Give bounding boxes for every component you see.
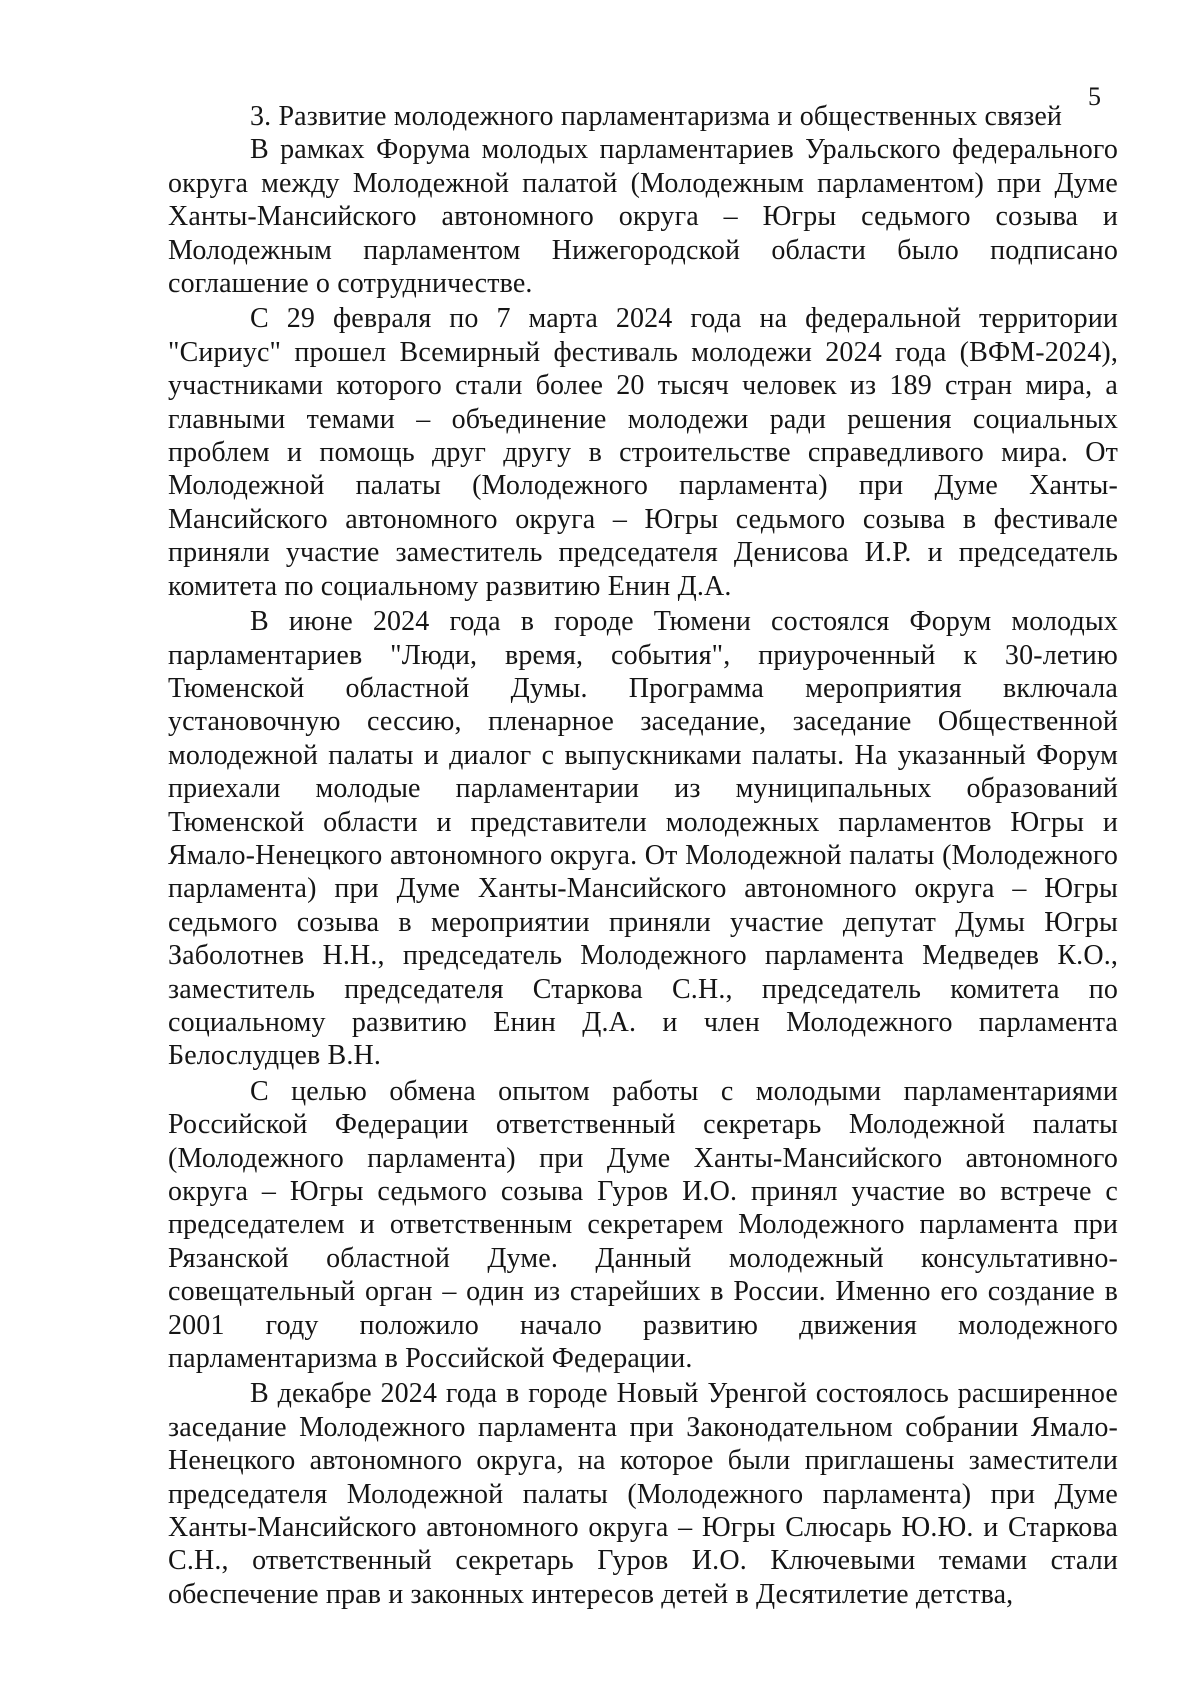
document-body — [168, 100, 1118, 1611]
paragraph-world-youth-festival: С 29 февраля по 7 марта 2024 года на федеральной территории "Сириус" прошел Всемирный фестиваль молодежи 2024 года (ВФМ-2024), участниками которого стали более 20 тысяч человек из 189 стран мира, а главными темами – объединение молодежи ради решения социальных проблем и помощь друг другу в строительстве справедливого мира. От Молодежной палаты (Молодежного парламента) при Думе Ханты-Мансийского автономного округа – Югры седьмого созыва в фестивале приняли участие заместитель председателя Денисова И.Р. и председатель комитета по социальному развитию Енин Д.А. — [168, 303, 1118, 602]
paragraph-novy-urengoy-session: В декабре 2024 года в городе Новый Уренгой состоялось расширенное заседание Молодежного парламента при Законодательном собрании Ямало-Ненецкого автономного округа, на которое были приглашены заместители председателя Молодежной палаты (Молодежного парламента) при Думе Ханты-Мансийского автономного округа – Югры Слюсарь Ю.Ю. и Старкова С.Н., ответственный секретарь Гуров И.О. Ключевыми темами стали обеспечение прав и законных интересов детей в Десятилетие детства, — [168, 1378, 1118, 1610]
page-number: 5 — [1088, 82, 1101, 111]
paragraph-ryazan-meeting: С целью обмена опытом работы с молодыми парламентариями Российской Федерации ответственный секретарь Молодежной палаты (Молодежного парламента) при Думе Ханты-Мансийского автономного округа – Югры седьмого созыва Гуров И.О. принял участие во встрече с председателем и ответственным секретарем Молодежного парламента при Рязанской областной Думе. Данный молодежный консультативно-совещательный орган – один из старейших в России. Именно его создание в 2001 году положило начало развитию движения молодежного парламентаризма в Российской Федерации. — [168, 1075, 1118, 1375]
section-heading: 3. Развитие молодежного парламентаризма и общественных связей — [250, 101, 1063, 132]
paragraph-agreement: В рамках Форума молодых парламентариев Уральского федерального округа между Молодежной палатой (Молодежным парламентом) при Думе Ханты-Мансийского автономного округа – Югры седьмого созыва и Молодежным парламентом Нижегородской области было подписано соглашение о сотрудничестве. — [168, 134, 1118, 300]
paragraph-tyumen-forum: В июне 2024 года в городе Тюмени состоялся Форум молодых парламентариев "Люди, время, события", приуроченный к 30-летию Тюменской областной Думы. Программа мероприятия включала установочную сессию, пленарное заседание, заседание Общественной молодежной палаты и диалог с выпускниками палаты. На указанный Форум приехали молодые парламентарии из муниципальных образований Тюменской области и представители молодежных парламентов Югры и Ямало-Ненецкого автономного округа. От Молодежной палаты (Молодежного парламента) при Думе Ханты-Мансийского автономного округа – Югры седьмого созыва в мероприятии приняли участие депутат Думы Югры Заболотнев Н.Н., председатель Молодежного парламента Медведев К.О., заместитель председателя Старкова С.Н., председатель комитета по социальному развитию Енин Д.А. и член Молодежного парламента Белослудцев В.Н. — [168, 606, 1118, 1072]
